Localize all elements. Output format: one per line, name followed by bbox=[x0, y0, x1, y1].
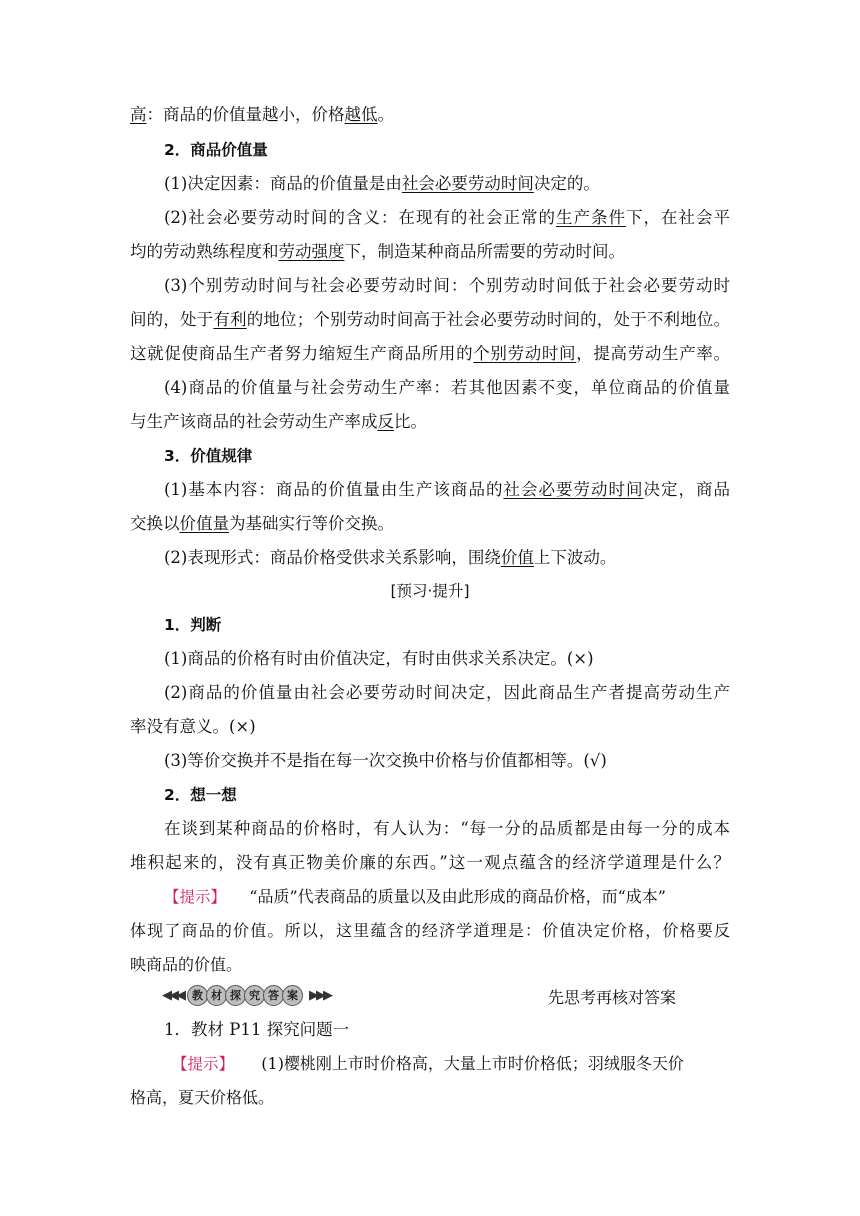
right-arrows-icon: ▶▶▶ bbox=[309, 987, 330, 1003]
banner-badges bbox=[189, 985, 303, 1006]
text-line: 均的劳动熟练程度和劳动强度下，制造某种商品所需要的劳动时间。 bbox=[130, 242, 625, 261]
banner-badge: 材 bbox=[206, 985, 227, 1006]
banner-right-note: 先思考再核对答案 bbox=[548, 988, 677, 1007]
text-line: 与生产该商品的社会劳动生产率成反比。 bbox=[130, 412, 427, 431]
text-line: (1)决定因素：商品的价值量是由社会必要劳动时间决定的。 bbox=[164, 174, 600, 193]
text-line: 交换以价值量为基础实行等价交换。 bbox=[130, 514, 394, 533]
banner-badge: 究 bbox=[244, 985, 265, 1006]
hint-label: 【提示】 bbox=[164, 888, 227, 906]
heading-commodity-value: 2．商品价值量 bbox=[164, 141, 268, 159]
text-line: 高：商品的价值量越小，价格越低。 bbox=[130, 105, 394, 124]
left-arrows-icon: ◀◀◀ bbox=[162, 987, 183, 1003]
text-line: 在谈到某种商品的价格时，有人认为：“每一分的品质都是由每一分的成本 bbox=[164, 819, 730, 838]
heading-judge: 1．判断 bbox=[164, 616, 222, 634]
text-line: 间的，处于有利的地位；个别劳动时间高于社会必要劳动时间的，处于不利地位。 bbox=[130, 310, 731, 329]
hint-line: 【提示】 (1)樱桃刚上市时价格高，大量上市时价格低；羽绒服冬天价 bbox=[172, 1054, 684, 1073]
heading-law-of-value: 3．价值规律 bbox=[164, 447, 253, 465]
question-line: 1．教材 P11 探究问题一 bbox=[164, 1020, 350, 1039]
text-line: 映商品的价值。 bbox=[130, 955, 243, 974]
textbook-answer-banner bbox=[162, 984, 330, 1006]
hint-label: 【提示】 bbox=[172, 1055, 235, 1073]
text-line: (2)商品的价值量由社会必要劳动时间决定，因此商品生产者提高劳动生产 bbox=[164, 683, 730, 702]
banner-badge: 案 bbox=[282, 985, 303, 1006]
text-line: (2)表现形式：商品价格受供求关系影响，围绕价值上下波动。 bbox=[164, 548, 617, 567]
text-line: 这就促使商品生产者努力缩短生产商品所用的个别劳动时间，提高劳动生产率。 bbox=[130, 344, 731, 363]
text-line: (2)社会必要劳动时间的含义：在现有的社会正常的生产条件下，在社会平 bbox=[164, 208, 731, 227]
text-line: 体现了商品的价值。所以，这里蕴含的经济学道理是：价值决定价格，价格要反 bbox=[130, 921, 730, 940]
text-line: (4)商品的价值量与社会劳动生产率：若其他因素不变，单位商品的价值量 bbox=[164, 378, 730, 397]
text-line: (1)商品的价格有时由价值决定，有时由供求关系决定。(×) bbox=[164, 649, 594, 668]
text-line: 格高，夏天价格低。 bbox=[130, 1088, 275, 1107]
text-line: (3)等价交换并不是指在每一次交换中价格与价值都相等。(√) bbox=[164, 751, 607, 770]
section-title: [预习·提升] bbox=[390, 582, 470, 600]
banner-badge: 答 bbox=[263, 985, 284, 1006]
banner-badge: 教 bbox=[187, 985, 208, 1006]
text-line: (1)基本内容：商品的价值量由生产该商品的社会必要劳动时间决定，商品 bbox=[164, 480, 731, 499]
text-line: 率没有意义。(×) bbox=[130, 717, 256, 736]
text-line: (3)个别劳动时间与社会必要劳动时间：个别劳动时间低于社会必要劳动时 bbox=[164, 276, 730, 295]
hint-line: 【提示】 “品质”代表商品的质量以及由此形成的商品价格，而“成本” bbox=[164, 887, 666, 906]
banner-badge: 探 bbox=[225, 985, 246, 1006]
text-line: 堆积起来的，没有真正物美价廉的东西。”这一观点蕴含的经济学道理是什么？ bbox=[130, 853, 730, 872]
heading-think: 2．想一想 bbox=[164, 786, 237, 804]
